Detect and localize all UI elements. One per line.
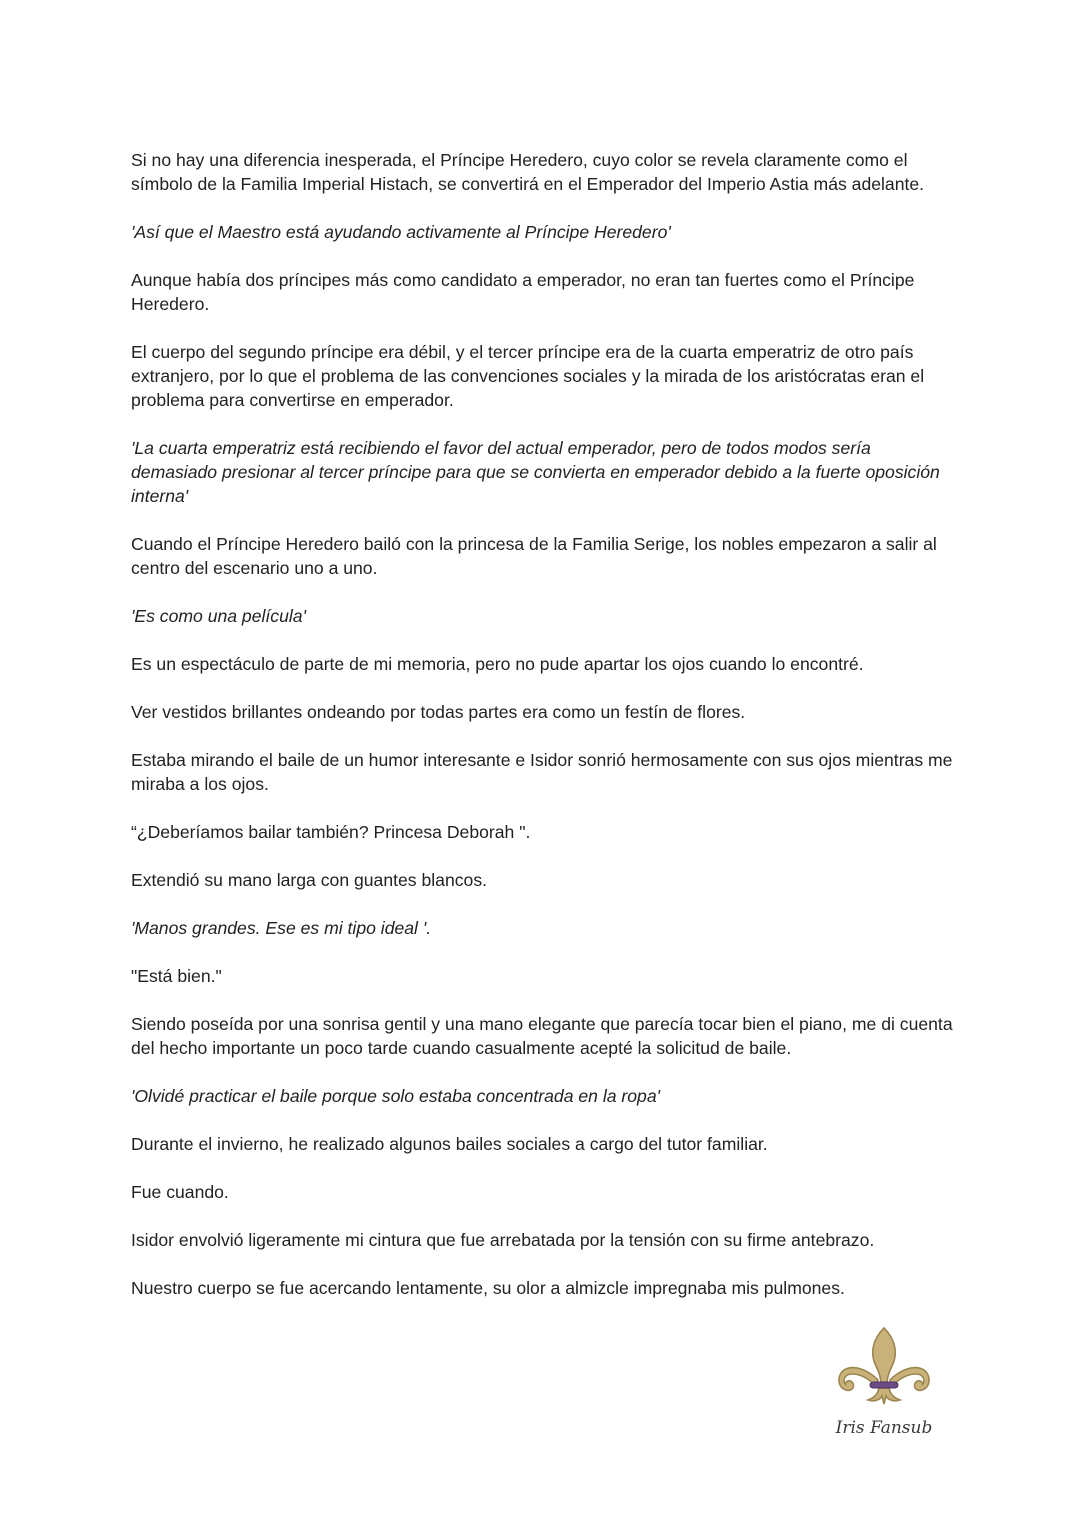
paragraph-thought: 'Olvidé practicar el baile porque solo estaba concentrada en la ropa' (131, 1086, 660, 1106)
paragraph-thought: 'Manos grandes. Ese es mi tipo ideal '. (131, 918, 432, 938)
paragraph-thought: 'Es como una película' (131, 606, 306, 626)
watermark-logo (832, 1326, 936, 1438)
paragraph: El cuerpo del segundo príncipe era débil, y el tercer príncipe era de la cuarta emperatriz de otro país extranjero, por lo que el problema de las convenciones sociales y la mirada de los aristócratas eran el problema para convertirse en emperador. (131, 342, 930, 410)
paragraph: Aunque había dos príncipes más como candidato a emperador, no eran tan fuertes como el Príncipe Heredero. (131, 270, 920, 314)
paragraph-thought: 'Así que el Maestro está ayudando activamente al Príncipe Heredero' (131, 222, 671, 242)
document-body (131, 148, 961, 1324)
paragraph: Estaba mirando el baile de un humor interesante e Isidor sonrió hermosamente con sus ojos mientras me miraba a los ojos. (131, 750, 958, 794)
paragraph: Fue cuando. (131, 1182, 229, 1202)
paragraph-thought: 'La cuarta emperatriz está recibiendo el favor del actual emperador, pero de todos modos sería demasiado presionar al tercer príncipe para que se convierta en emperador debido a la fuerte oposición interna' (131, 438, 945, 506)
paragraph: Extendió su mano larga con guantes blancos. (131, 870, 488, 890)
paragraph-dialogue: "Está bien." (131, 966, 222, 986)
paragraph: Cuando el Príncipe Heredero bailó con la princesa de la Familia Serige, los nobles empezaron a salir al centro del escenario uno a uno. (131, 534, 942, 578)
fleur-de-lis-icon (832, 1326, 936, 1408)
paragraph: Si no hay una diferencia inesperada, el Príncipe Heredero, cuyo color se revela claramente como el símbolo de la Familia Imperial Histach, se convertirá en el Emperador del Imperio Astia más adelante. (131, 150, 925, 194)
paragraph: Isidor envolvió ligeramente mi cintura que fue arrebatada por la tensión con su firme antebrazo. (131, 1230, 875, 1250)
paragraph: Siendo poseída por una sonrisa gentil y una mano elegante que parecía tocar bien el piano, me di cuenta del hecho importante un poco tarde cuando casualmente acepté la solicitud de baile. (131, 1014, 958, 1058)
watermark-label: Iris Fansub (835, 1418, 933, 1438)
paragraph-dialogue: “¿Deberíamos bailar también? Princesa Deborah ". (131, 822, 531, 842)
paragraph: Durante el invierno, he realizado algunos bailes sociales a cargo del tutor familiar. (131, 1134, 768, 1154)
paragraph: Es un espectáculo de parte de mi memoria, pero no pude apartar los ojos cuando lo encontré. (131, 654, 864, 674)
paragraph: Nuestro cuerpo se fue acercando lentamente, su olor a almizcle impregnaba mis pulmones. (131, 1278, 845, 1298)
paragraph: Ver vestidos brillantes ondeando por todas partes era como un festín de flores. (131, 702, 746, 722)
